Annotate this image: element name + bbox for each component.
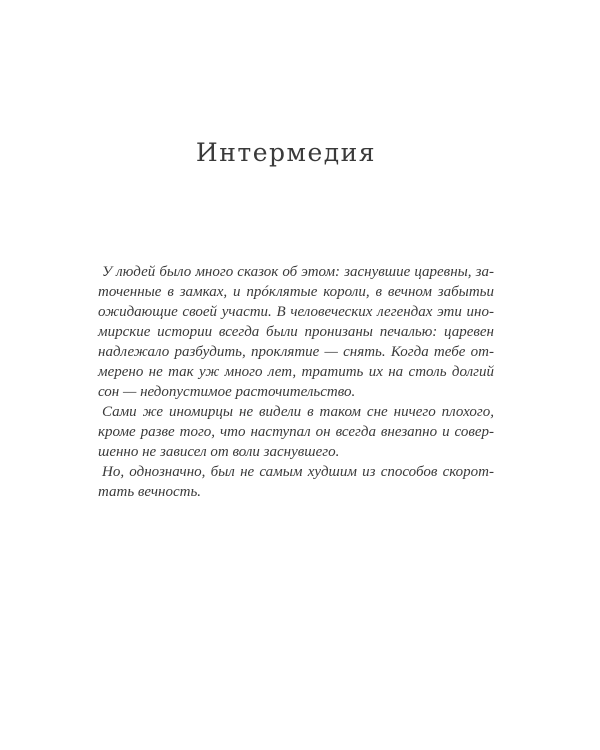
text-line: кроме разве того, что наступал он всегда внезапно и совер- bbox=[98, 424, 494, 440]
text-line: сон — недопустимое расточительство. bbox=[98, 384, 356, 400]
chapter-title: Интермедия bbox=[195, 138, 377, 167]
paragraph-1 bbox=[98, 262, 494, 402]
text-line: Сами же иномирцы не видели в таком сне ничего плохого, bbox=[102, 404, 494, 420]
text-line: шенно не зависел от воли заснувшего. bbox=[98, 444, 340, 460]
paragraph-2 bbox=[98, 402, 494, 462]
text-line: ожидающие своей участи. В человеческих легендах эти ино- bbox=[98, 304, 494, 320]
text-line: У людей было много сказок об этом: заснувшие царевны, за- bbox=[102, 264, 494, 280]
text-line: надлежало разбудить, проклятие — снять. Когда тебе от- bbox=[98, 344, 494, 360]
text-line: Но, однозначно, был не самым худшим из способов скорот- bbox=[102, 464, 494, 480]
text-line: точенные в замках, и прóклятые короли, в вечном забытьи bbox=[98, 284, 494, 300]
text-line: мирские истории всегда были пронизаны печалью: царевен bbox=[98, 324, 494, 340]
chapter-body bbox=[98, 262, 494, 502]
paragraph-3 bbox=[98, 462, 494, 502]
text-line: мерено не так уж много лет, тратить их на столь долгий bbox=[98, 364, 494, 380]
text-line: тать вечность. bbox=[98, 484, 202, 500]
